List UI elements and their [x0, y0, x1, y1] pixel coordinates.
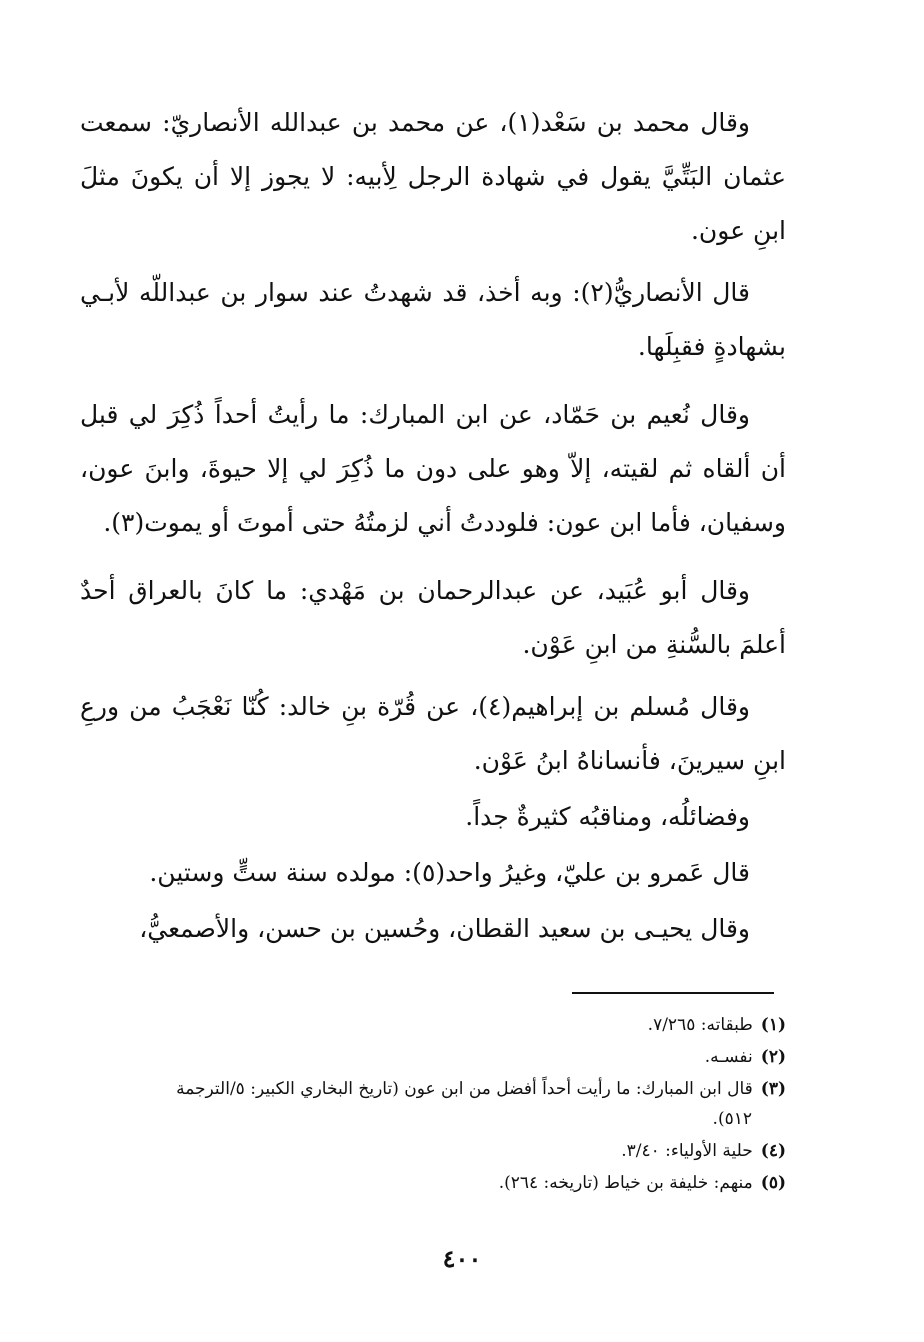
footnote-1 — [80, 1010, 786, 1040]
footnote-separator — [572, 992, 774, 994]
paragraph-8 — [80, 902, 786, 956]
footnote-4 — [80, 1136, 786, 1166]
footnote-3 — [80, 1074, 786, 1134]
paragraph-6 — [80, 790, 786, 844]
footnote-continuation: ٥١٢). — [712, 1109, 752, 1129]
paragraph-3 — [80, 388, 786, 550]
paragraph-2 — [80, 266, 786, 374]
footnote-number: (٥) — [760, 1173, 786, 1193]
paragraph-7 — [80, 846, 786, 900]
paragraph-text: وقال مُسلم بن إبراهيم(٤)، عن قُرّة بنِ خالد: كُنّا نَعْجَبُ من ورعِ ابنِ سيرينَ، فأنساناهُ ابنُ عَوْن. — [80, 692, 786, 775]
paragraph-text: قال الأنصاريُّ(٢): وبه أخذ، قد شهدتُ عند سوار بن عبداللّه لأبـي بشهادةٍ فقبِلَها. — [80, 278, 786, 361]
footnote-number: (٣) — [760, 1079, 786, 1099]
paragraph-text: وقال أبو عُبَيد، عن عبدالرحمان بن مَهْدي: ما كانَ بالعراق أحدٌ أعلمَ بالسُّنةِ من ابنِ عَوْن. — [80, 576, 786, 659]
footnote-text: نفسـه. — [704, 1047, 753, 1067]
footnote-text: منهم: خليفة بن خياط (تاريخه: ٢٦٤). — [498, 1173, 753, 1193]
paragraph-text: وفضائلُه، ومناقبُه كثيرةٌ جداً. — [465, 802, 750, 831]
footnote-text: قال ابن المبارك: ما رأيت أحداً أفضل من ابن عون (تاريخ البخاري الكبير: ٥/الترجمة — [176, 1079, 753, 1099]
paragraph-text: قال عَمرو بن عليّ، وغيرُ واحد(٥): مولده سنة ستٍّ وستين. — [149, 858, 750, 887]
main-text — [80, 96, 786, 956]
page-number: ٤٠٠ — [442, 1244, 482, 1273]
paragraph-1 — [80, 96, 786, 258]
paragraph-5 — [80, 680, 786, 788]
footnote-text: حلية الأولياء: ٣/٤٠. — [621, 1141, 753, 1161]
paragraph-text: وقال محمد بن سَعْد(١)، عن محمد بن عبدالله الأنصاريّ: سمعت عثمان البَتِّيَّ يقول في شهادة الرجل لِأبيه: لا يجوز إلا أن يكونَ مثلَ ابنِ عون. — [80, 108, 786, 245]
paragraph-text: وقال نُعيم بن حَمّاد، عن ابن المبارك: ما رأيتُ أحداً ذُكِرَ لي قبل أن ألقاه ثم لقيته، إلاّ وهو على دون ما ذُكِرَ لي إلا حيوةَ، وابنَ عون، وسفيان، فأما ابن عون: فلوددتُ أني لزمتُهُ حتى أموتَ أو يموت(٣). — [80, 400, 786, 537]
footnote-2 — [80, 1042, 786, 1072]
footnote-number: (٤) — [760, 1141, 786, 1161]
paragraph-text: وقال يحيـى بن سعيد القطان، وحُسين بن حسن، والأصمعيُّ، — [139, 914, 750, 943]
footnote-5 — [80, 1168, 786, 1198]
paragraph-4 — [80, 564, 786, 672]
footnote-number: (١) — [760, 1015, 786, 1035]
footnote-number: (٢) — [760, 1047, 786, 1067]
footnotes — [80, 1010, 786, 1200]
footnote-text: طبقاته: ٧/٢٦٥. — [647, 1015, 753, 1035]
